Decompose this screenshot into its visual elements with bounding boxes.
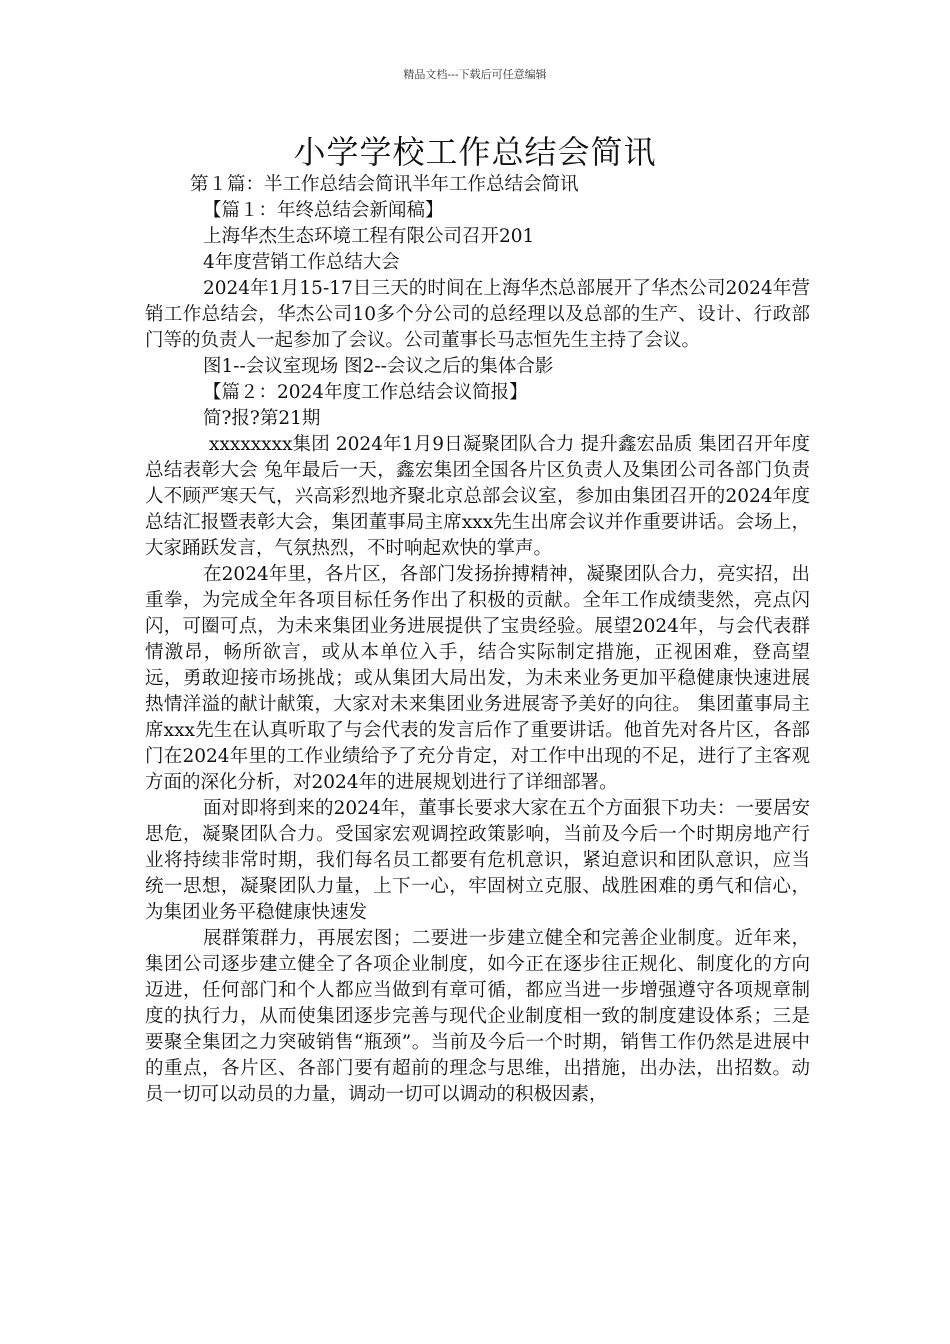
paragraph: 展群策群力，再展宏图；二要进一步建立健全和完善企业制度。近年来，集团公司逐步建立健全了各项企业制度，如今正在逐步往正规化、制度化的方向迈进，任何部门和个人都应当做到有章可循，都应当进一步增强遵守各项规章制度的执行力，从而使集团逐步完善与现代企业制度相一致的制度建设体系；三是要聚全集团之力突破销售“瓶颈”。当前及今后一个时期，销售工作仍然是进展中的重点，各片区、各部门要有超前的理念与思维，出措施，出办法，出招数。动员一切可以动员的力量，调动一切可以调动的积极因素， <box>145 928 810 1105</box>
paragraph: 简?报?第21期 <box>203 408 321 429</box>
document-title: 小学学校工作总结会简讯 <box>293 133 657 171</box>
paragraph: 图1--会议室现场 图2--会议之后的集体合影 <box>203 356 554 377</box>
paragraph: xxxxxxxx集团 2024年1月9日凝聚团队合力 提升鑫宏品质 集团召开年度总结表彰大会 兔年最后一天，鑫宏集团全国各片区负责人及集团公司各部门负责人不顾严寒天气，兴高彩烈地齐聚北京总部会议室，参加由集团召开的2024年度总结汇报暨表彰大会，集团董事局主席xxx先生出席会议并作重要讲话。会场上，大家踊跃发言，气氛热烈，不时响起欢快的掌声。 <box>145 434 810 559</box>
paragraph: 在2024年里，各片区，各部门发扬拚搏精神，凝聚团队合力，亮实招，出重拳，为完成全年各项目标任务作出了积极的贡献。全年工作成绩斐然，亮点闪闪，可圈可点，为未来集团业务进展提供了宝贵经验。展望2024年，与会代表群情激昂，畅所欲言，或从本单位入手，结合实际制定措施，正视困难，登高望远，勇敢迎接市场挑战；或从集团大局出发，为未来业务更加平稳健康快速进展热情洋溢的献计献策，大家对未来集团业务进展寄予美好的向往。 集团董事局主席xxx先生在认真听取了与会代表的发言后作了重要讲话。他首先对各片区，各部门在2024年里的工作业绩给予了充分肯定，对工作中出现的不足，进行了主客观方面的深化分析，对2024年的进展规划进行了详细部署。 <box>145 564 810 793</box>
paragraph: 【篇２：2024年度工作总结会议简报】 <box>203 382 528 403</box>
paragraph: 【篇１：年终总结会新闻稿】 <box>203 200 444 221</box>
paragraph: 2024年1月15-17日三天的时间在上海华杰总部展开了华杰公司2024年营销工作总结会，华杰公司10多个分公司的总经理以及总部的生产、设计、行政部门等的负责人一起参加了会议。公司董事长马志恒先生主持了会议。 <box>145 278 810 351</box>
paragraph: 面对即将到来的2024年，董事长要求大家在五个方面狠下功夫：一要居安思危，凝聚团队合力。受国家宏观调控政策影响，当前及今后一个时期房地产行业将持续非常时期，我们每名员工都要有危机意识，紧迫意识和团队意识，应当统一思想，凝聚团队力量，上下一心，牢固树立克服、战胜困难的勇气和信心，为集团业务平稳健康快速发 <box>145 798 810 923</box>
header-note: 精品文档---下载后可任意编辑 <box>403 68 547 81</box>
paragraph: 上海华杰生态环境工程有限公司召开201 <box>203 226 535 247</box>
paragraph: 第１篇：半工作总结会简讯半年工作总结会简讯 <box>190 174 579 195</box>
document-body <box>145 172 810 1108</box>
paragraph: 4年度营销工作总结大会 <box>203 252 400 273</box>
